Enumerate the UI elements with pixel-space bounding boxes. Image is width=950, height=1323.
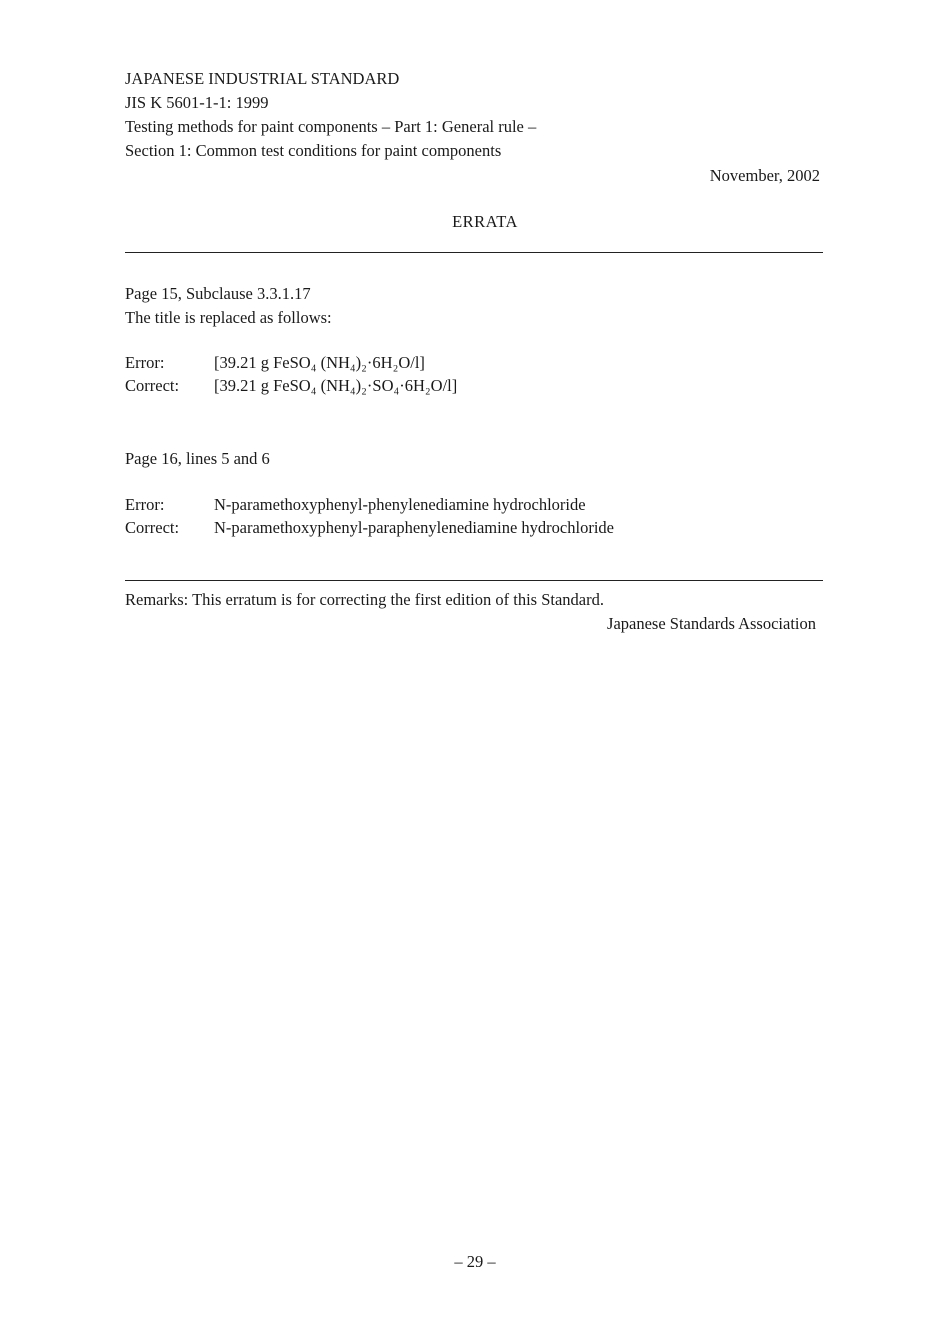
section-1-description: The title is replaced as follows:: [125, 308, 332, 327]
standard-number: JIS K 5601-1-1: 1999: [125, 93, 269, 112]
top-divider: [125, 252, 823, 253]
standard-org-title: JAPANESE INDUSTRIAL STANDARD: [125, 69, 400, 88]
error-label: Error:: [125, 353, 165, 372]
error-row: [125, 493, 614, 516]
errata-section-1-corrections: [125, 351, 457, 397]
issuer-name: Japanese Standards Association: [607, 614, 816, 633]
errata-section-1: [125, 282, 332, 330]
errata-section-2-corrections: [125, 493, 614, 539]
issue-date: November, 2002: [709, 166, 820, 185]
bottom-divider: [125, 580, 823, 581]
correct-value: [39.21 g FeSO₄ (NH₄)₂·SO₄·6H₂O/l]: [214, 376, 458, 395]
page-number: – 29 –: [454, 1252, 496, 1271]
error-value: N-paramethoxyphenyl-phenylenediamine hydrochloride: [214, 495, 586, 514]
error-value: [39.21 g FeSO₄ (NH₄)₂·6H₂O/l]: [214, 353, 425, 372]
correct-value: N-paramethoxyphenyl-paraphenylenediamine hydrochloride: [214, 518, 614, 537]
correct-row: [125, 516, 614, 539]
correct-label: Correct:: [125, 518, 180, 537]
remarks-text: Remarks: This erratum is for correcting the first edition of this Standard.: [125, 590, 604, 609]
document-title: ERRATA: [452, 212, 518, 231]
error-label: Error:: [125, 495, 165, 514]
errata-section-2: [125, 447, 270, 471]
section-1-location: Page 15, Subclause 3.3.1.17: [125, 284, 311, 303]
standard-section: Section 1: Common test conditions for paint components: [125, 141, 502, 160]
standard-title: Testing methods for paint components – Part 1: General rule –: [125, 117, 537, 136]
correct-row: [125, 374, 457, 397]
standard-header: [125, 67, 536, 163]
section-2-location: Page 16, lines 5 and 6: [125, 449, 270, 468]
correct-label: Correct:: [125, 376, 180, 395]
error-row: [125, 351, 457, 374]
